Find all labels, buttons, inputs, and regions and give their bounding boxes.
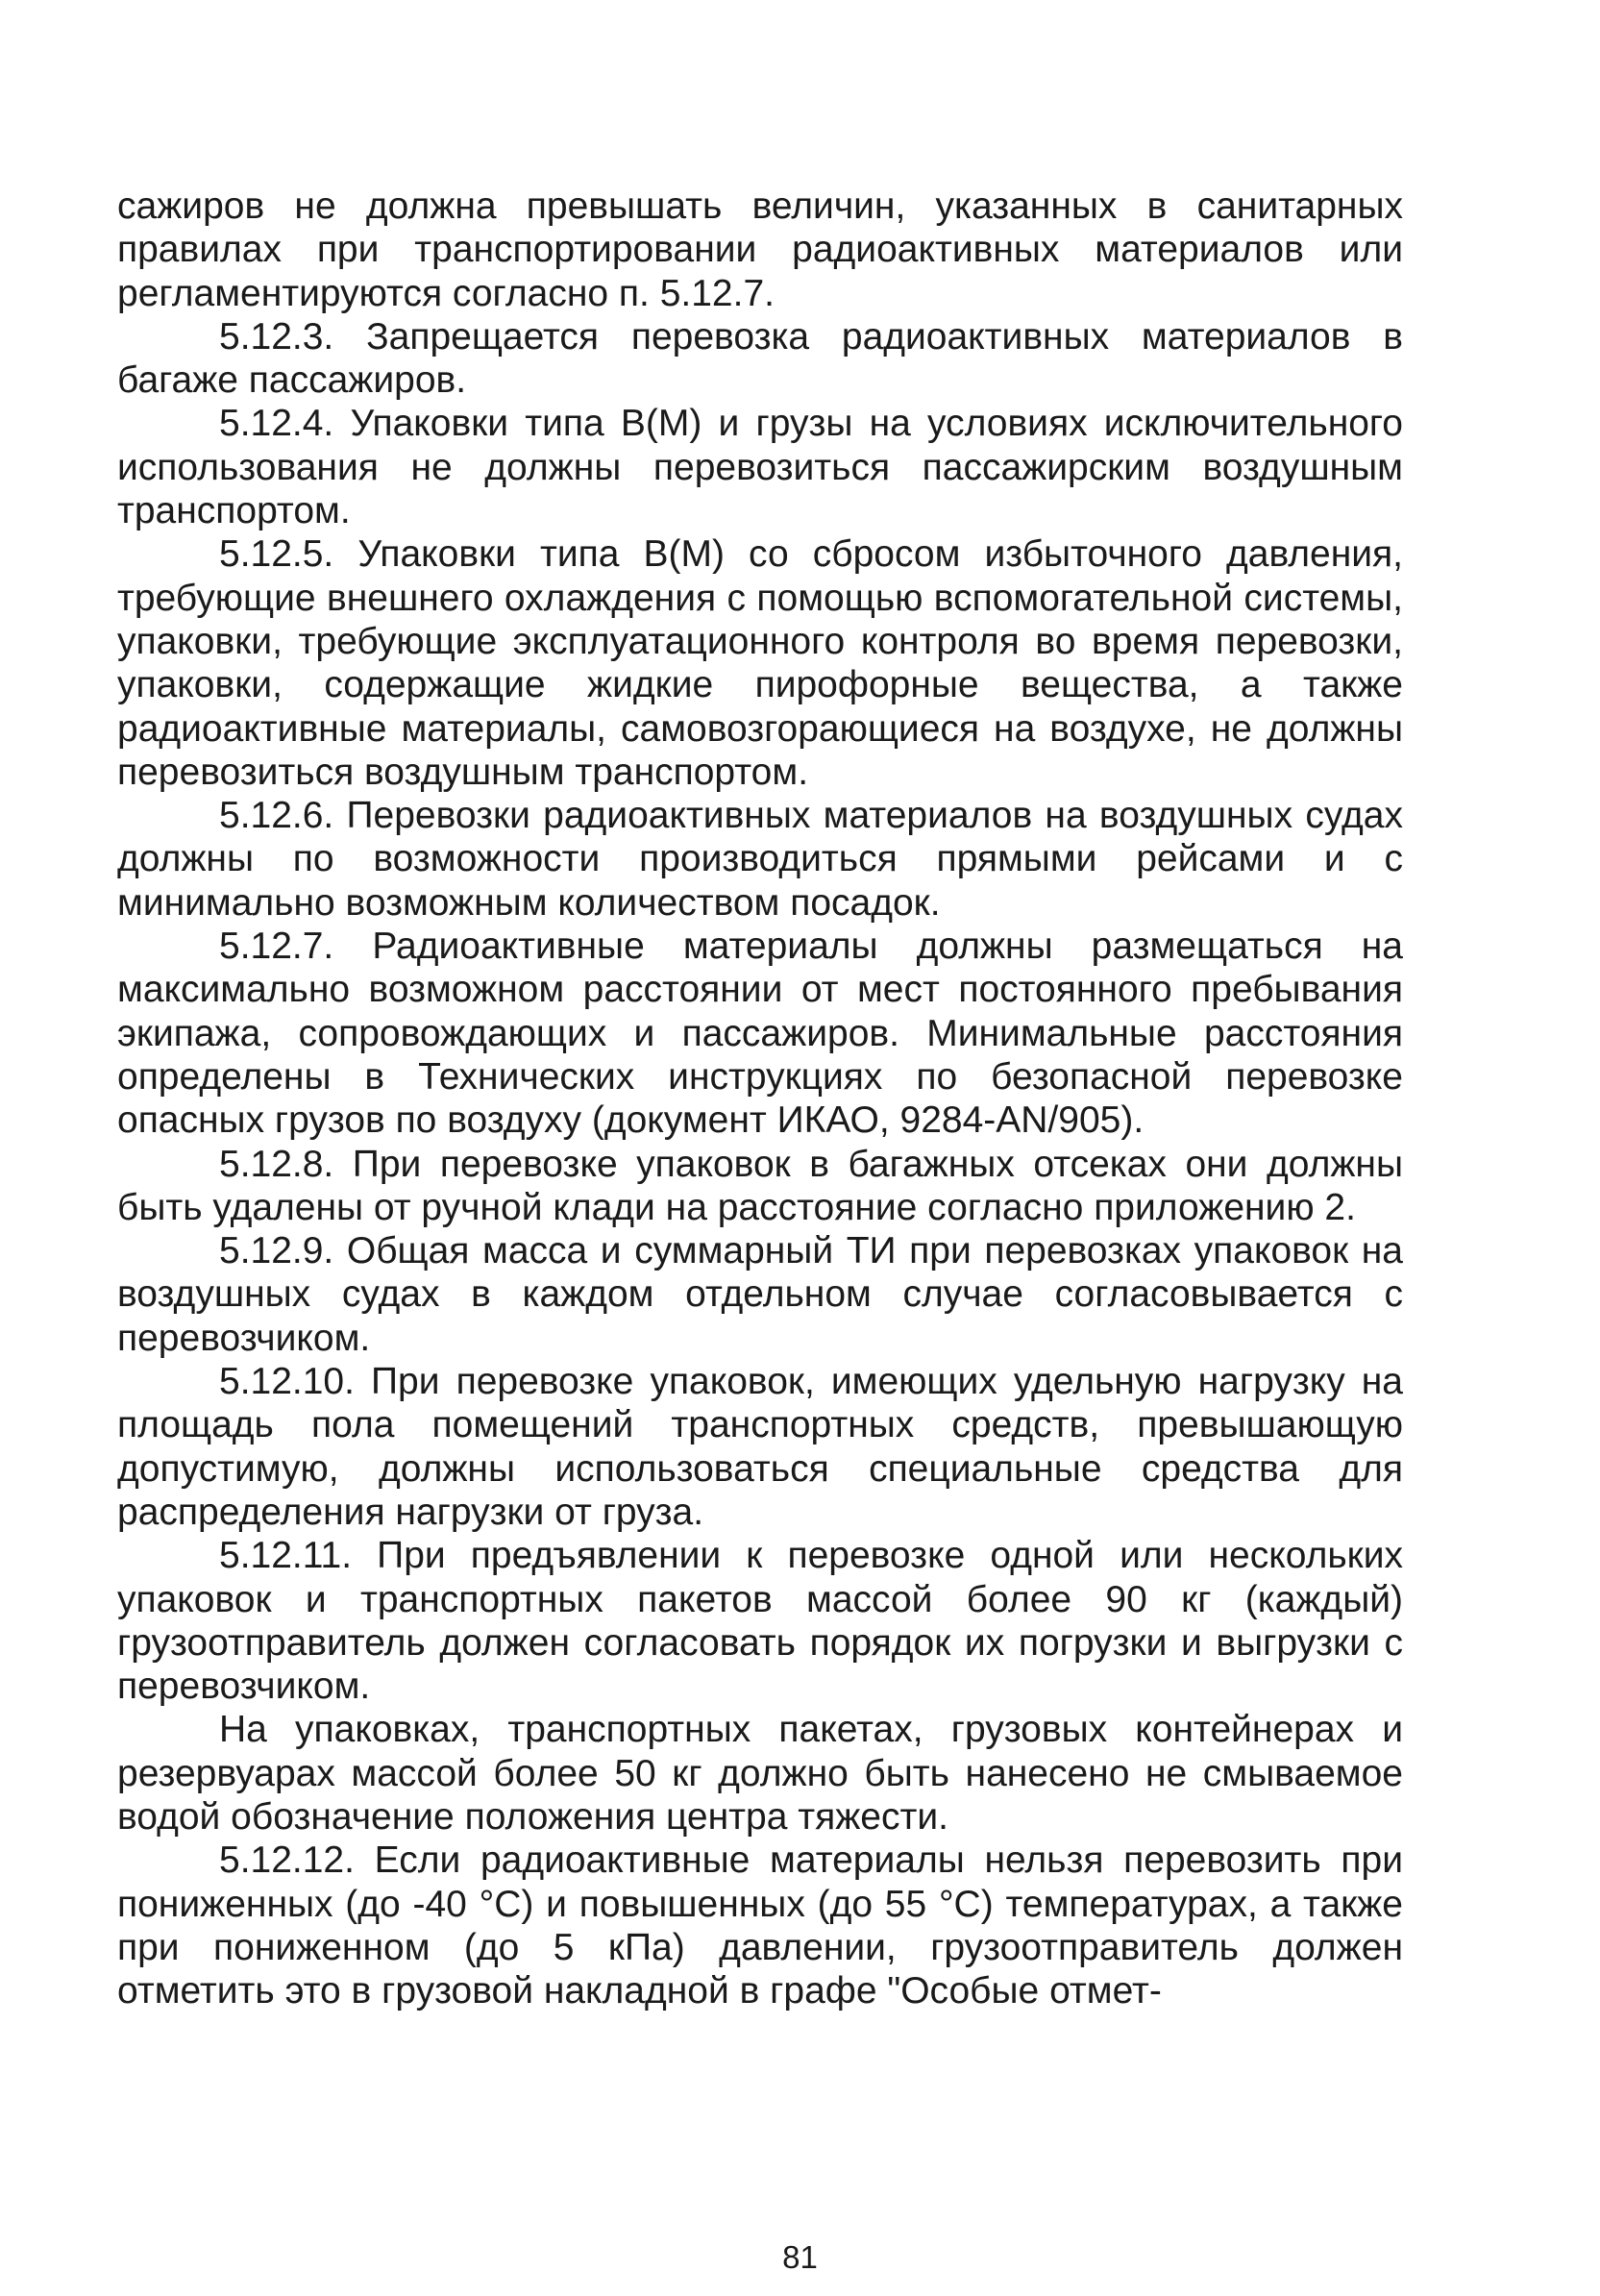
paragraph-5-12-3: 5.12.3. Запрещается перевозка радиоактивных материалов в багаже пассажиров. bbox=[117, 315, 1403, 402]
paragraph-5-12-9: 5.12.9. Общая масса и суммарный ТИ при перевозках упаковок на воздушных судах в каждом отдельном случае согласовывается с перевозчиком. bbox=[117, 1230, 1403, 1359]
paragraph-continuation: сажиров не должна превышать величин, указанных в санитарных правилах при транспортировании радиоактивных материалов или регламентируются согласно п. 5.12.7. bbox=[117, 185, 1403, 314]
paragraph-5-12-8: 5.12.8. При перевозке упаковок в багажных отсеках они должны быть удалены от ручной клади на расстояние согласно приложению 2. bbox=[117, 1143, 1403, 1228]
paragraph-5-12-11: 5.12.11. При предъявлении к перевозке одной или нескольких упаковок и транспортных пакетов массой более 90 кг (каждый) грузоотправитель должен согласовать порядок их погрузки и выгрузки с перевозчиком. bbox=[117, 1535, 1403, 1708]
paragraph-5-12-5: 5.12.5. Упаковки типа В(М) со сбросом избыточного давления, требующие внешнего охлаждения с помощью вспомогательной системы, упаковки, требующие эксплуатационного контроля во время перевозки, упаковки, содержащие жидкие пирофорные вещества, а также радиоактивные материалы, самовозгорающиеся на воздухе, не должны перевозиться воздушным транспортом. bbox=[117, 533, 1403, 793]
paragraph-5-12-11-continuation: На упаковках, транспортных пакетах, грузовых контейнерах и резервуарах массой более 50 кг должно быть нанесено не смываемое водой обозначение положения центра тяжести. bbox=[117, 1709, 1403, 1838]
paragraph-5-12-4: 5.12.4. Упаковки типа В(М) и грузы на условиях исключительного использования не должны перевозиться пассажирским воздушным транспортом. bbox=[117, 403, 1403, 532]
body-text bbox=[117, 185, 1403, 2012]
paragraph-5-12-7: 5.12.7. Радиоактивные материалы должны размещаться на максимально возможном расстоянии от мест постоянного пребывания экипажа, сопровождающих и пассажиров. Минимальные расстояния определены в Технических инструкциях по безопасной перевозке опасных грузов по воздуху (документ ИКАО, 9284-AN/905). bbox=[117, 926, 1403, 1142]
paragraph-5-12-12: 5.12.12. Если радиоактивные материалы нельзя перевозить при пониженных (до -40 °С) и повышенных (до 55 °С) температурах, а также при пониженном (до 5 кПа) давлении, грузоотправитель должен отметить это в грузовой накладной в графе "Особые отмет- bbox=[117, 1839, 1403, 2012]
page-number: 81 bbox=[782, 2239, 818, 2275]
paragraph-5-12-10: 5.12.10. При перевозке упаковок, имеющих удельную нагрузку на площадь пола помещений транспортных средств, превышающую допустимую, должны использоваться специальные средства для распределения нагрузки от груза. bbox=[117, 1361, 1403, 1533]
paragraph-5-12-6: 5.12.6. Перевозки радиоактивных материалов на воздушных судах должны по возможности производиться прямыми рейсами и с минимально возможным количеством посадок. bbox=[117, 795, 1403, 924]
